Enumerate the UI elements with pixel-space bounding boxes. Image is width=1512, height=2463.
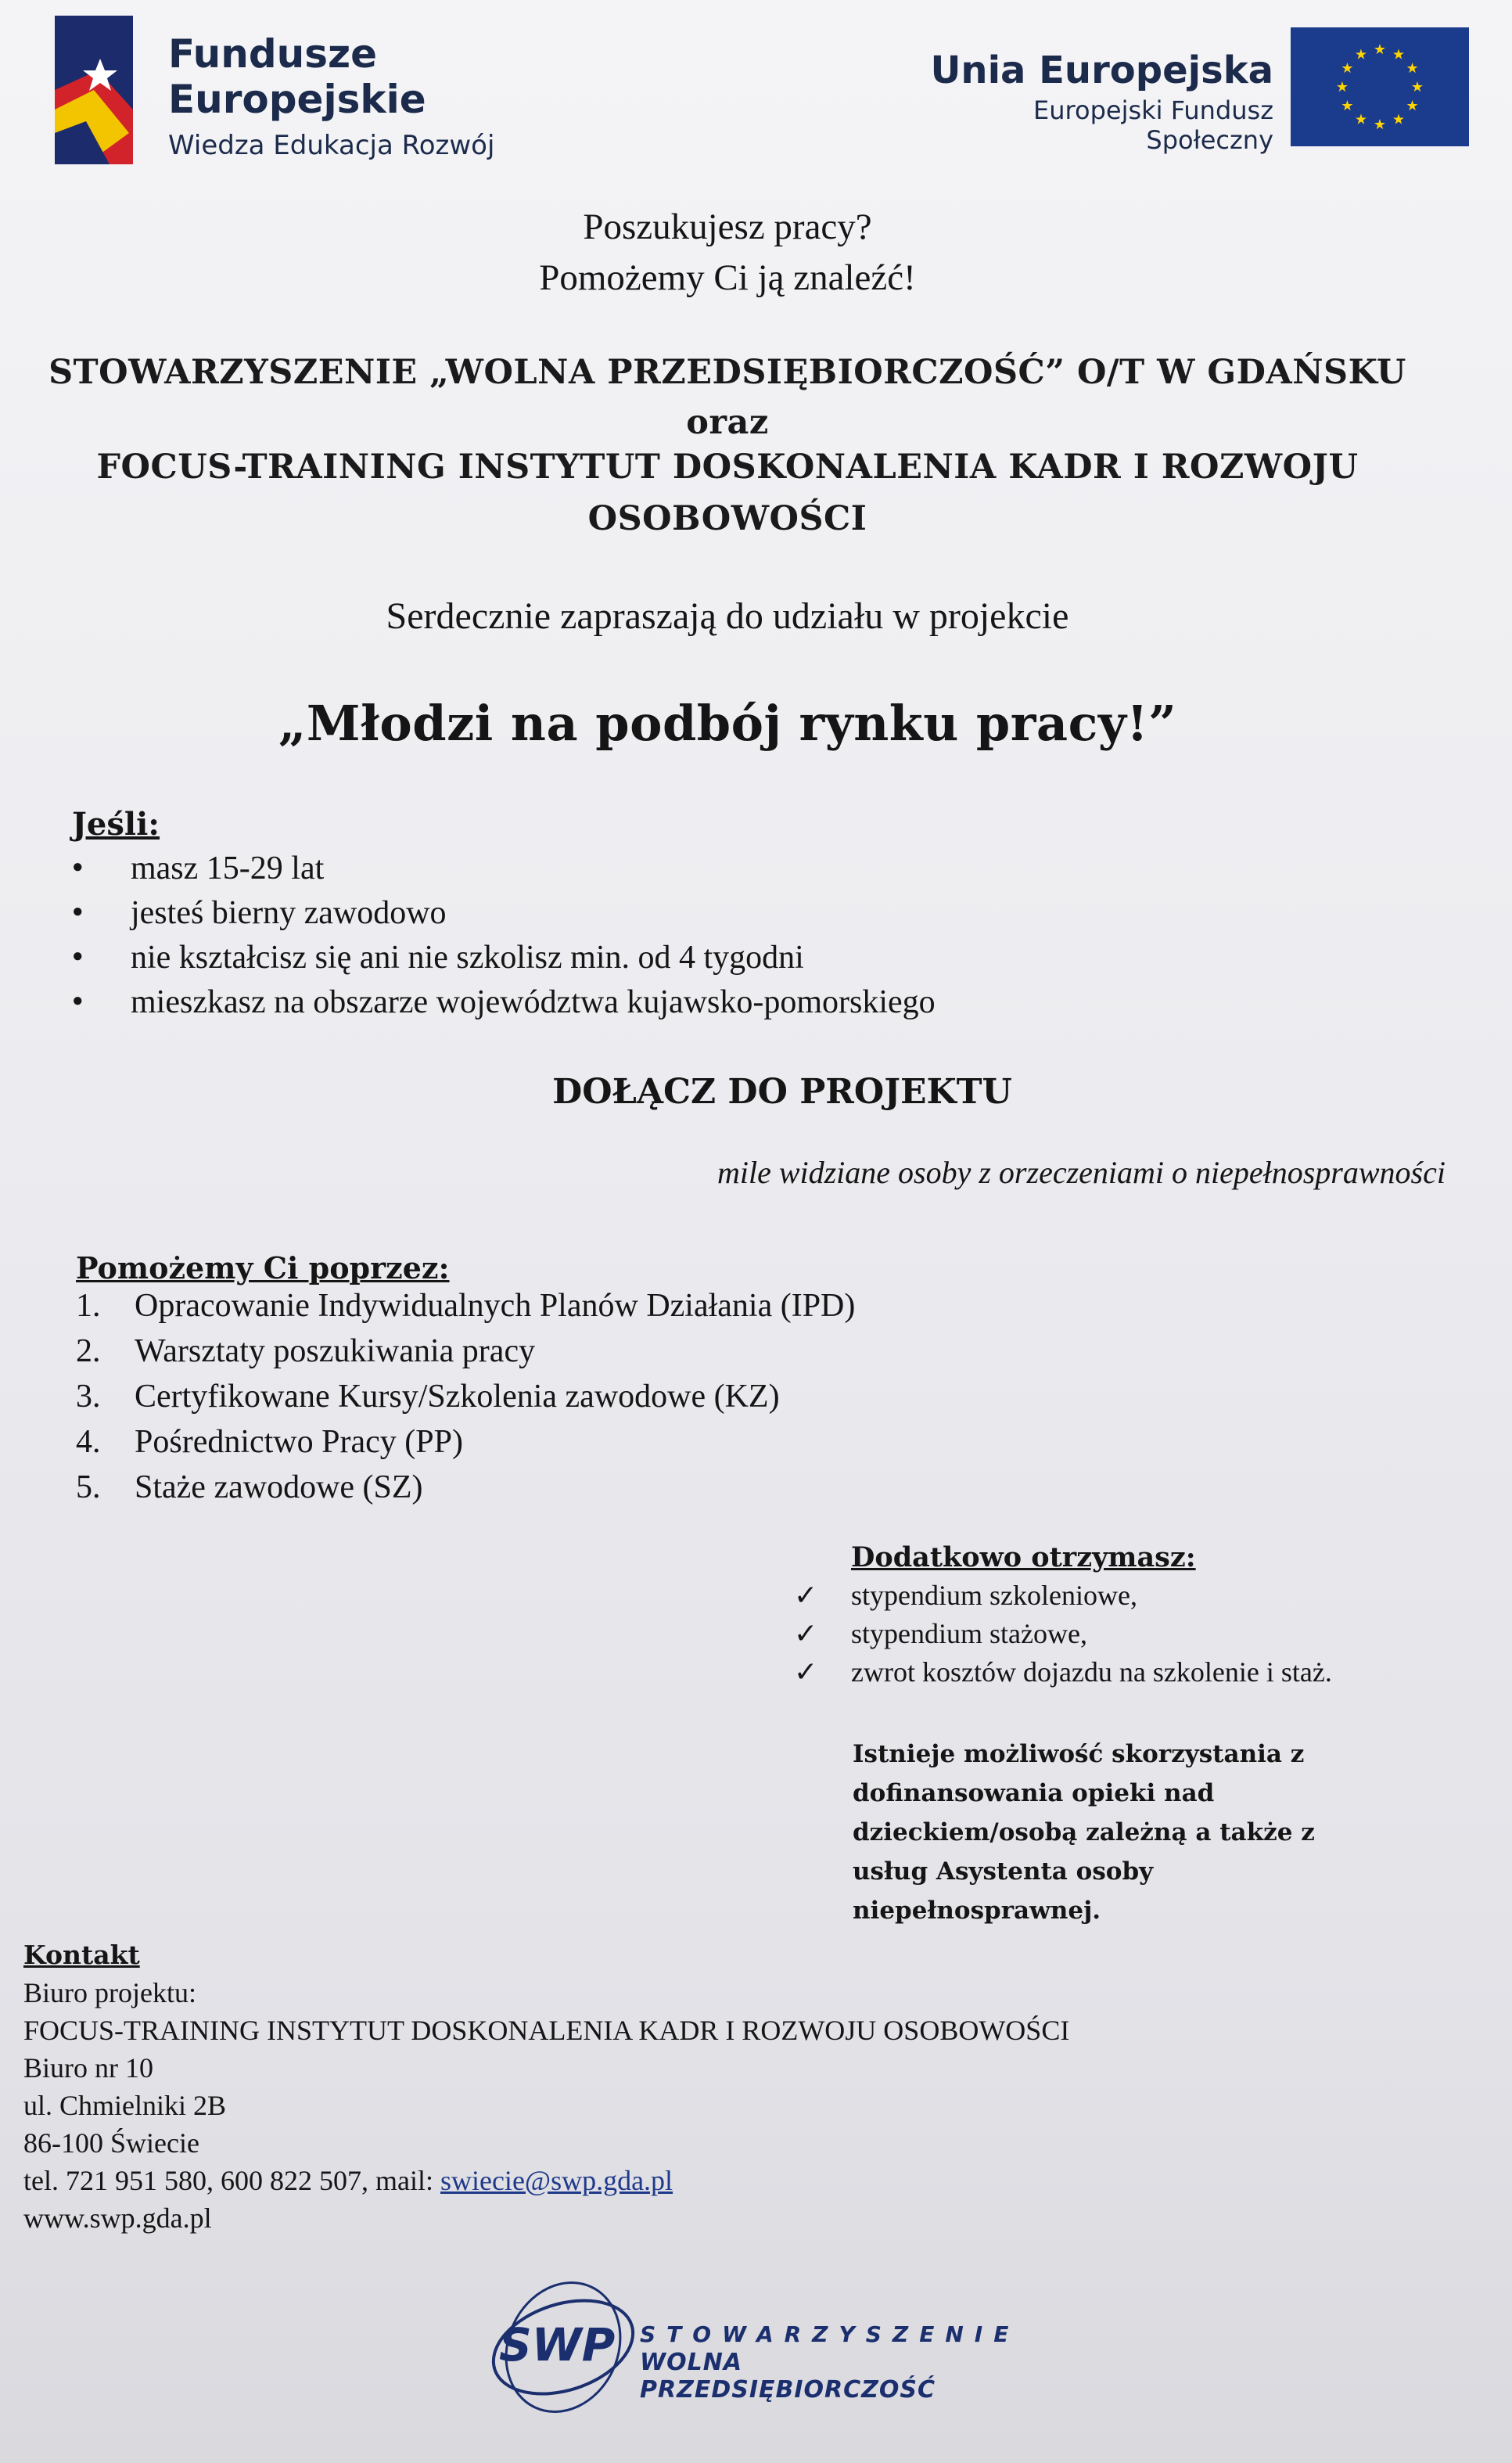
support-item-number: 4.: [76, 1424, 101, 1460]
eligibility-item: ● nie kształcisz się ani nie szkolisz min. od 4 tygodni: [72, 936, 936, 980]
support-item: [76, 1329, 855, 1374]
eu-star-icon: ★: [1406, 60, 1419, 76]
swp-orbit-mark-icon: [485, 2265, 641, 2422]
extras-title: Dodatkowo otrzymasz:: [851, 1541, 1196, 1573]
checkmark-icon: ✓: [794, 1618, 818, 1649]
eu-star-icon: ★: [1373, 41, 1387, 57]
organizer-focus-line2: OSOBOWOŚCI: [587, 499, 867, 538]
eu-star-icon: ★: [1354, 111, 1368, 128]
swp-logo: [485, 2265, 1025, 2422]
organizer-connector: oraz: [686, 403, 769, 442]
support-item-number: 1.: [76, 1288, 101, 1324]
extras-item: [794, 1577, 1332, 1615]
extras-note-line: niepełnosprawnej.: [853, 1897, 1101, 1925]
eu-logo-line1: Unia Europejska: [930, 49, 1273, 92]
swp-logo-name: [640, 2321, 1025, 2404]
eu-star-icon: ★: [1341, 98, 1354, 113]
contact-phone: tel. 721 951 580, 600 822 507, mail:: [23, 2165, 440, 2196]
welcome-note: mile widziane osoby z orzeczeniami o niepełnosprawności: [716, 1155, 1446, 1190]
extras-item-text: zwrot kosztów dojazdu na szkolenie i staż.: [851, 1656, 1332, 1688]
support-item-text: Pośrednictwo Pracy (PP): [135, 1424, 463, 1460]
intro-promise: Pomożemy Ci ją znaleźć!: [539, 257, 916, 298]
support-item-number: 5.: [76, 1469, 101, 1505]
contact-email-link[interactable]: swiecie@swp.gda.pl: [440, 2165, 673, 2196]
contact-phone-line: [23, 2162, 1069, 2199]
extras-note-line: usług Asystenta osoby: [853, 1857, 1154, 1886]
support-item: [76, 1465, 855, 1510]
support-item: [76, 1374, 855, 1419]
eu-star-icon: ★: [1354, 46, 1368, 63]
extras-item: [794, 1653, 1332, 1692]
contact-office-name: FOCUS-TRAINING INSTYTUT DOSKONALENIA KADR I ROZWOJU OSOBOWOŚCI: [23, 2015, 1070, 2046]
swp-logo-line2: WOLNA PRZEDSIĘBIORCZOŚĆ: [640, 2349, 936, 2404]
extras-note-line: dzieckiem/osobą zależną a także z: [853, 1818, 1315, 1846]
unia-europejska-logo: [906, 27, 1469, 153]
fe-logo-line1: Fundusze: [168, 31, 378, 77]
eligibility-title: Jeśli:: [72, 806, 160, 843]
organizer-focus-line1: FOCUS-TRAINING INSTYTUT DOSKONALENIA KADR I ROZWOJU: [96, 448, 1359, 487]
fe-logo-line2: Europejskie: [168, 77, 426, 122]
fe-logo-text: [168, 31, 494, 161]
intro-text: [0, 202, 1455, 304]
support-item-text: Certyfikowane Kursy/Szkolenia zawodowe (KZ): [135, 1379, 780, 1415]
contact-title: Kontakt: [23, 1940, 140, 1970]
eu-star-icon: ★: [1392, 46, 1406, 63]
support-item: [76, 1283, 855, 1329]
contact-section: [23, 1936, 1069, 2237]
checkmark-icon: ✓: [794, 1656, 818, 1688]
eu-star-icon: ★: [1392, 111, 1406, 128]
intro-question: Poszukujesz pracy?: [583, 207, 872, 247]
contact-city: 86-100 Świecie: [23, 2127, 199, 2159]
support-item-text: Warsztaty poszukiwania pracy: [135, 1333, 536, 1369]
support-item-text: Staże zawodowe (SZ): [135, 1469, 423, 1505]
support-item: [76, 1419, 855, 1465]
eu-star-icon: ★: [1335, 79, 1349, 95]
checkmark-icon: ✓: [794, 1580, 818, 1611]
support-item-text: Opracowanie Indywidualnych Planów Działania (IPD): [135, 1288, 856, 1324]
eligibility-item: ● masz 15-29 lat: [72, 847, 936, 891]
contact-website: www.swp.gda.pl: [23, 2202, 212, 2234]
swp-logo-line1: STOWARZYSZENIE: [640, 2321, 1020, 2347]
support-item-number: 3.: [76, 1379, 101, 1415]
eligibility-item: ● mieszkasz na obszarze województwa kujawsko-pomorskiego: [72, 980, 936, 1025]
extras-note-line: Istnieje możliwość skorzystania z: [853, 1740, 1305, 1768]
join-call: DOŁĄCZ DO PROJEKTU: [552, 1072, 1012, 1112]
support-list: [76, 1283, 855, 1510]
extras-item: [794, 1615, 1332, 1653]
contact-street: ul. Chmielniki 2B: [23, 2090, 227, 2121]
contact-room: Biuro nr 10: [23, 2052, 153, 2084]
eu-star-icon: ★: [1410, 79, 1424, 95]
extras-item-text: stypendium szkoleniowe,: [851, 1580, 1137, 1611]
extras-item-text: stypendium stażowe,: [851, 1618, 1087, 1649]
invitation-text: Serdecznie zapraszają do udziału w projekcie: [386, 595, 1069, 637]
swp-mark-text: SWP: [499, 2318, 616, 2371]
support-title: Pomożemy Ci poprzez:: [76, 1250, 450, 1285]
eu-star-icon: ★: [1406, 98, 1419, 113]
extras-note-line: dofinansowania opieki nad: [853, 1779, 1215, 1807]
fe-logo-line3: Wiedza Edukacja Rozwój: [168, 130, 495, 161]
project-title: „Młodzi na podbój rynku pracy!”: [278, 695, 1177, 752]
support-item-number: 2.: [76, 1333, 101, 1369]
eu-star-icon: ★: [1373, 117, 1387, 132]
fundusze-europejskie-logo: [55, 16, 540, 172]
eligibility-list: [72, 847, 936, 1025]
contact-office-label: Biuro projektu:: [23, 1977, 196, 2008]
extras-list: [794, 1577, 1332, 1692]
organizer-swp: STOWARZYSZENIE „WOLNA PRZEDSIĘBIORCZOŚĆ” O/T W GDAŃSKU: [48, 353, 1406, 392]
eligibility-item: ● jesteś bierny zawodowo: [72, 891, 936, 936]
eu-star-icon: ★: [1341, 60, 1354, 76]
eu-flag-icon: [1291, 27, 1469, 146]
eu-logo-text: [906, 47, 1273, 155]
fe-star-mark-icon: [55, 16, 156, 172]
eu-logo-line2: Europejski Fundusz Społeczny: [1033, 95, 1273, 155]
extras-note: [853, 1735, 1447, 1930]
